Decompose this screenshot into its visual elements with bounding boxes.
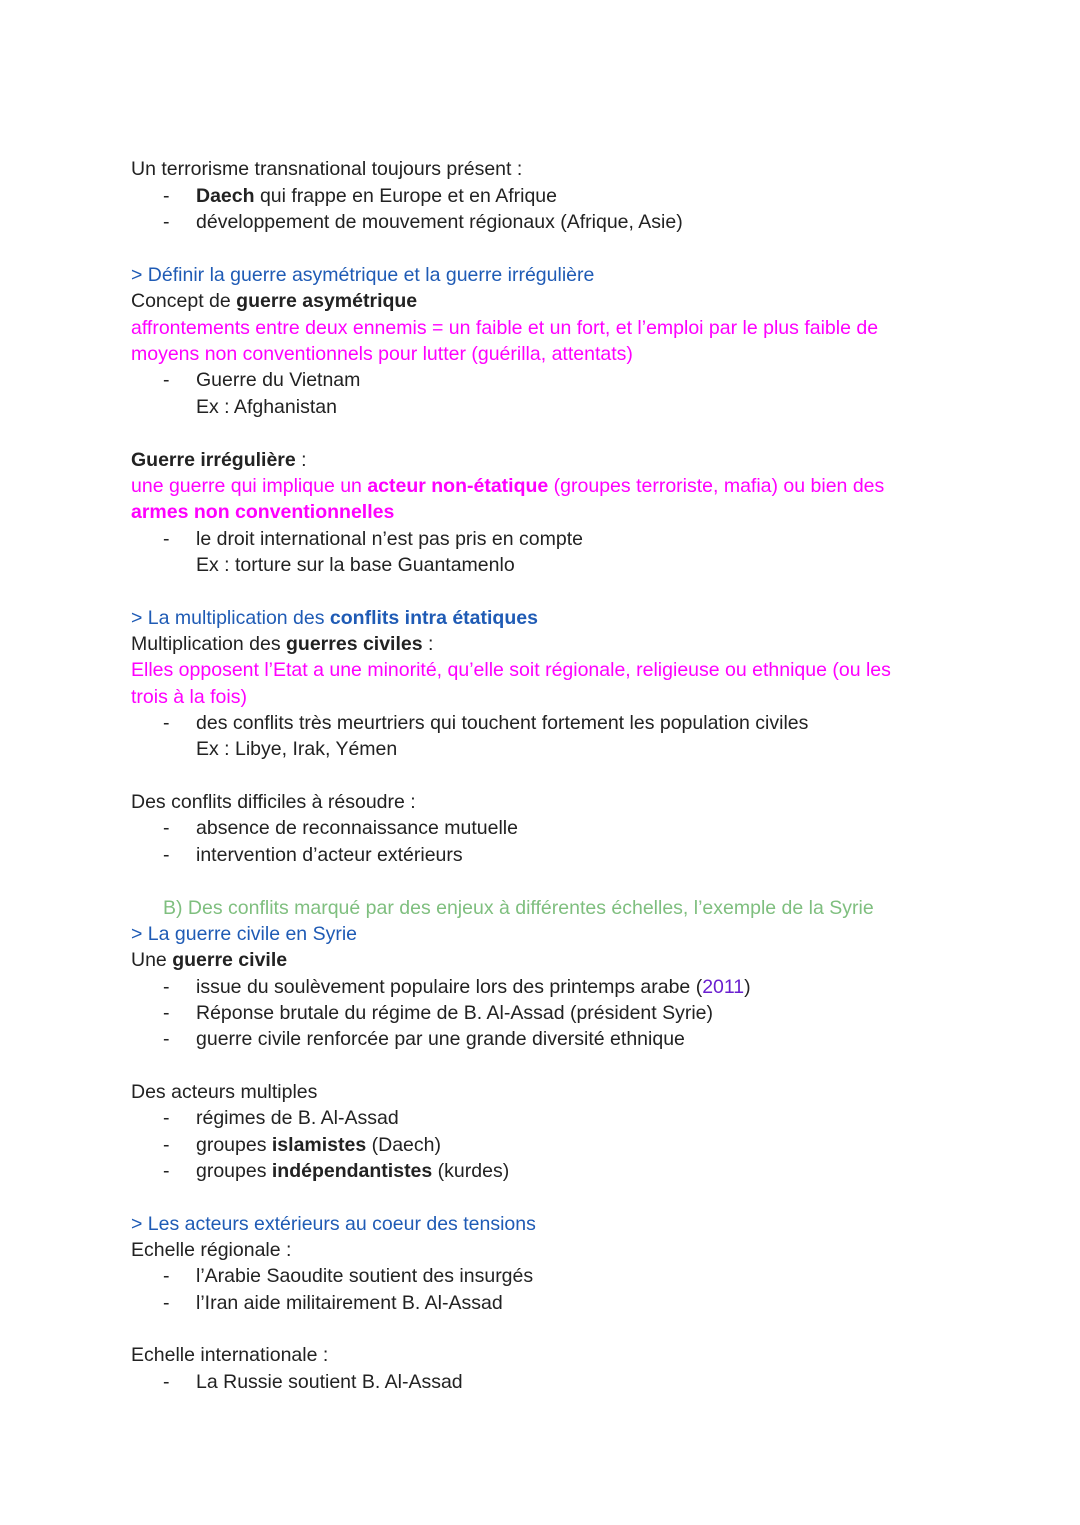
- bold-text: conflits intra étatiques: [329, 607, 538, 629]
- regional-scale-title: Echelle régionale :: [131, 1239, 292, 1261]
- text: (kurdes): [432, 1160, 510, 1182]
- text: une guerre qui implique un: [131, 475, 368, 497]
- bullet-dash: -: [163, 528, 170, 550]
- text: issue du soulèvement populaire lors des printemps arabe (: [196, 976, 703, 998]
- example-libya: Ex : Libye, Irak, Yémen: [196, 738, 398, 760]
- heading-asymmetric: > Définir la guerre asymétrique et la guerre irrégulière: [131, 264, 595, 286]
- bold-text: Guerre irrégulière: [131, 449, 296, 471]
- bold-text: guerres civiles: [286, 633, 423, 655]
- bullet-deadly-conflicts: des conflits très meurtriers qui touchent fortement les population civiles: [196, 712, 809, 734]
- bullet-ethnic-diversity: guerre civile renforcée par une grande diversité ethnique: [196, 1028, 685, 1050]
- bullet-dash: -: [163, 844, 170, 866]
- bold-text: guerre asymétrique: [236, 290, 418, 312]
- text: :: [295, 449, 307, 471]
- international-scale-title: Echelle internationale :: [131, 1344, 329, 1366]
- bullet-regional-movements: développement de mouvement régionaux (Afrique, Asie): [196, 211, 683, 233]
- bullet-independentists: [196, 1159, 509, 1183]
- example-afghanistan: Ex : Afghanistan: [196, 396, 337, 418]
- bullet-saudi-arabia: l’Arabie Saoudite soutient des insurgés: [196, 1265, 534, 1287]
- bullet-dash: -: [163, 817, 170, 839]
- heading-external-actors: > Les acteurs extérieurs au coeur des tensions: [131, 1213, 536, 1235]
- bullet-dash: -: [163, 1160, 170, 1182]
- bold-text: armes non conventionnelles: [131, 501, 395, 523]
- bullet-dash: -: [163, 211, 170, 233]
- bullet-vietnam: Guerre du Vietnam: [196, 369, 361, 391]
- bullet-dash: -: [163, 1028, 170, 1050]
- bullet-external-actors: intervention d’acteur extérieurs: [196, 844, 463, 866]
- text: > La multiplication des: [131, 607, 330, 629]
- difficult-conflicts-title: Des conflits difficiles à résoudre :: [131, 791, 416, 813]
- bullet-islamists: [196, 1133, 441, 1157]
- bullet-international-law: le droit international n’est pas pris en compte: [196, 528, 583, 550]
- text: (groupes terroriste, mafia) ou bien des: [548, 475, 885, 497]
- civil-wars-definition-1: Elles opposent l’Etat a une minorité, qu’elle soit régionale, religieuse ou ethnique (ou les: [131, 659, 891, 681]
- example-guantanamo: Ex : torture sur la base Guantamenlo: [196, 554, 515, 576]
- text: :: [422, 633, 434, 655]
- text: Multiplication des: [131, 633, 286, 655]
- text: groupes: [196, 1160, 272, 1182]
- bullet-dash: -: [163, 369, 170, 391]
- civil-wars-title: [131, 632, 433, 656]
- terrorism-title: Un terrorisme transnational toujours présent :: [131, 158, 523, 180]
- heading-intra-state: [131, 606, 538, 630]
- text: (Daech): [366, 1134, 441, 1156]
- irregular-definition-2: [131, 500, 394, 524]
- bullet-brutal-response: Réponse brutale du régime de B. Al-Assad (président Syrie): [196, 1002, 714, 1024]
- concept-title: [131, 289, 417, 313]
- bullet-uprising: [196, 975, 751, 999]
- bold-text: islamistes: [271, 1134, 367, 1156]
- text: qui frappe en Europe et en Afrique: [254, 185, 558, 207]
- syria-civil-war-title: [131, 948, 287, 972]
- text: ): [744, 976, 751, 998]
- bullet-dash: -: [163, 976, 170, 998]
- irregular-definition-1: [131, 474, 884, 498]
- text: Concept de: [131, 290, 237, 312]
- bold-text: indépendantistes: [271, 1160, 433, 1182]
- asymmetric-definition-2: moyens non conventionnels pour lutter (guérilla, attentats): [131, 343, 633, 365]
- bullet-dash: -: [163, 1371, 170, 1393]
- text: groupes: [196, 1134, 272, 1156]
- bullet-recognition: absence de reconnaissance mutuelle: [196, 817, 518, 839]
- text: Une: [131, 949, 173, 971]
- year-2011: 2011: [702, 976, 745, 998]
- bold-text: acteur non-étatique: [367, 475, 549, 497]
- bold-text: Daech: [196, 185, 255, 207]
- multiple-actors-title: Des acteurs multiples: [131, 1081, 318, 1103]
- bullet-dash: -: [163, 1134, 170, 1156]
- bullet-assad-regime: régimes de B. Al-Assad: [196, 1107, 399, 1129]
- civil-wars-definition-2: trois à la fois): [131, 686, 247, 708]
- bullet-dash: -: [163, 185, 170, 207]
- bold-text: guerre civile: [172, 949, 288, 971]
- bullet-dash: -: [163, 712, 170, 734]
- bullet-russia: La Russie soutient B. Al-Assad: [196, 1371, 463, 1393]
- bullet-dash: -: [163, 1292, 170, 1314]
- bullet-dash: -: [163, 1265, 170, 1287]
- bullet-iran: l’Iran aide militairement B. Al-Assad: [196, 1292, 503, 1314]
- bullet-daech: [196, 184, 557, 208]
- irregular-title: [131, 448, 307, 472]
- bullet-dash: -: [163, 1002, 170, 1024]
- bullet-dash: -: [163, 1107, 170, 1129]
- heading-syria: > La guerre civile en Syrie: [131, 923, 357, 945]
- section-b-title: B) Des conflits marqué par des enjeux à différentes échelles, l’exemple de la Syrie: [163, 897, 874, 919]
- asymmetric-definition-1: affrontements entre deux ennemis = un faible et un fort, et l’emploi par le plus faible de: [131, 317, 879, 339]
